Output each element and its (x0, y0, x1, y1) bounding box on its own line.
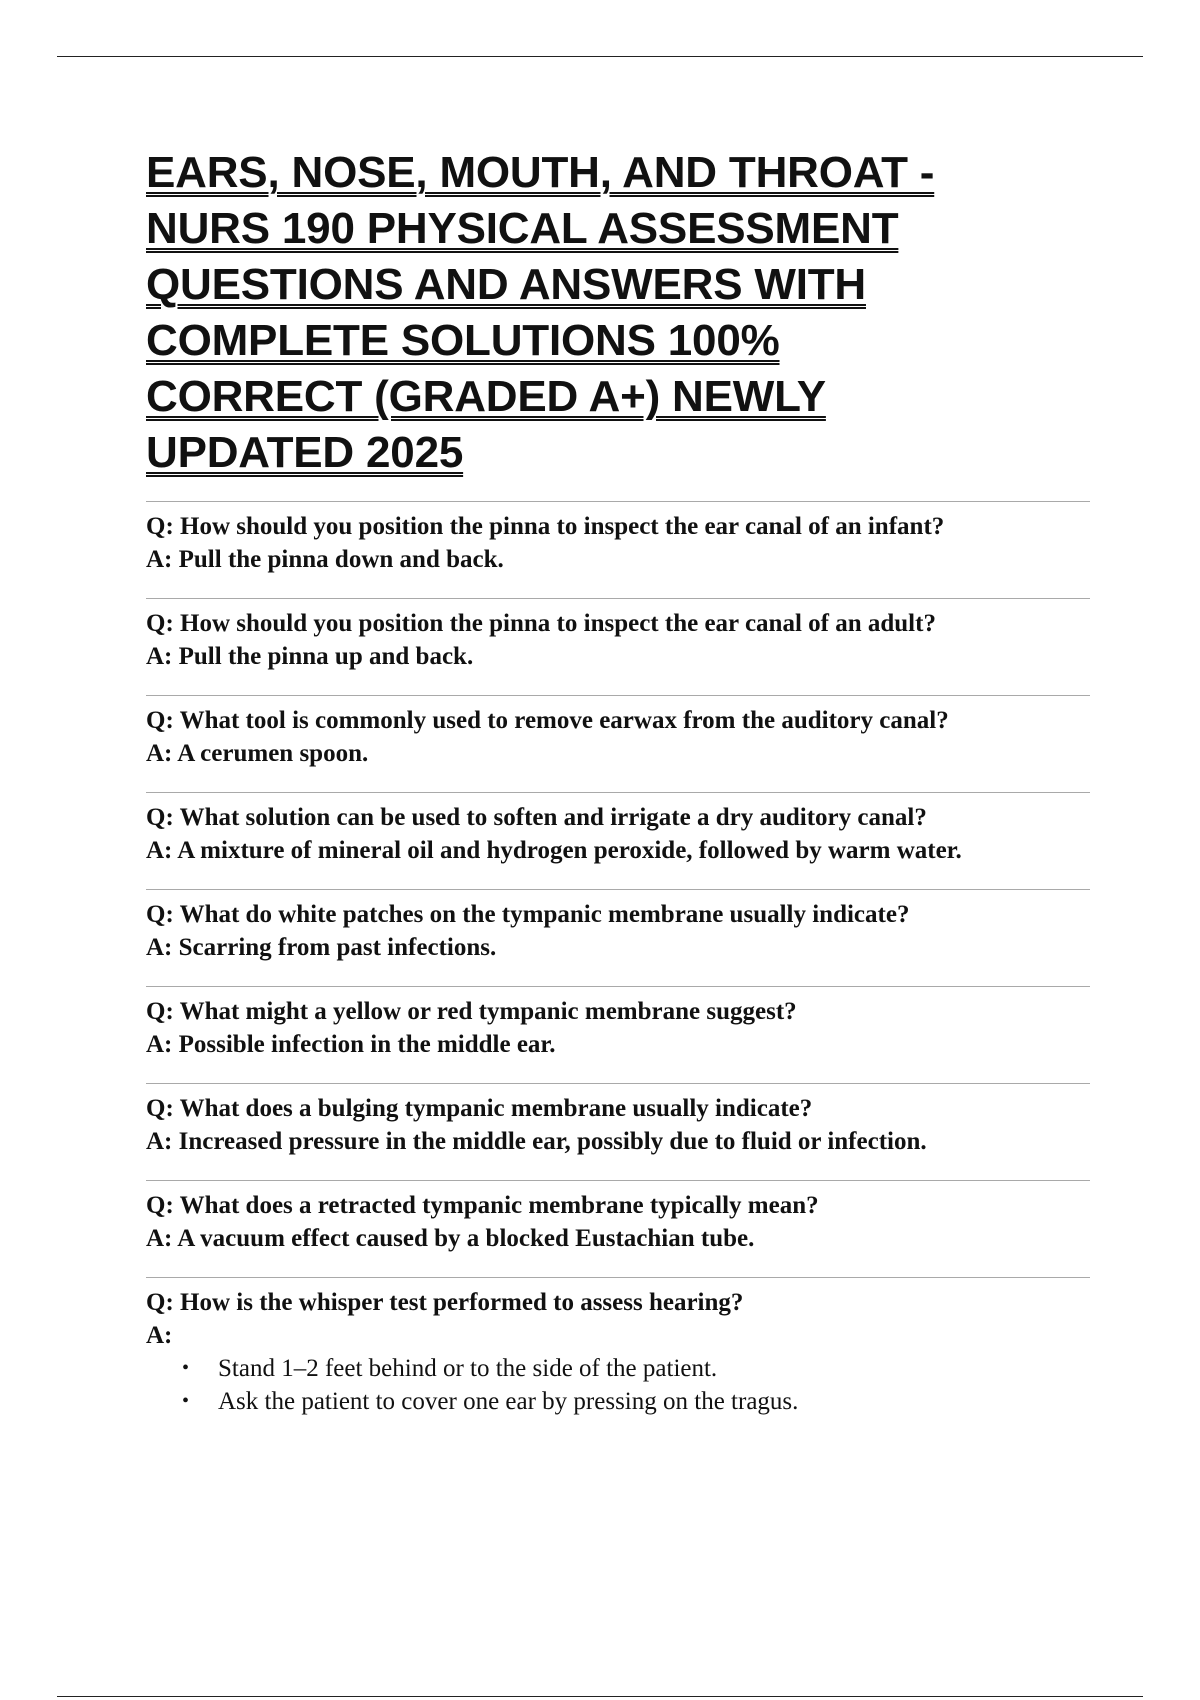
answer-text: A: A mixture of mineral oil and hydrogen peroxide, followed by warm water. (146, 837, 962, 864)
answer-text: A: Pull the pinna up and back. (146, 643, 474, 670)
answer-text: A: Increased pressure in the middle ear, possibly due to fluid or infection. (146, 1128, 927, 1155)
question-text: Q: How should you position the pinna to inspect the ear canal of an adult? (146, 610, 936, 637)
question-text: Q: What solution can be used to soften and irrigate a dry auditory canal? (146, 804, 927, 831)
answer-text: A: (146, 1322, 173, 1349)
qa-item (146, 1277, 1090, 1418)
qa-item (146, 792, 1090, 880)
page-top-rule (57, 56, 1143, 57)
qa-item (146, 1083, 1090, 1171)
title-line: QUESTIONS AND ANSWERS WITH (146, 260, 866, 309)
page-bottom-rule (57, 1696, 1143, 1697)
bullet-icon: • (182, 1357, 190, 1379)
answer-bullet-item (182, 1385, 1090, 1418)
answer-text: A: A vacuum effect caused by a blocked Eustachian tube. (146, 1225, 755, 1252)
answer-text: A: Pull the pinna down and back. (146, 546, 504, 573)
qa-item (146, 598, 1090, 686)
bullet-icon: • (182, 1390, 190, 1412)
question-text: Q: What do white patches on the tympanic membrane usually indicate? (146, 901, 910, 928)
document-title (146, 145, 1090, 481)
document-body (146, 145, 1090, 1418)
qa-item (146, 889, 1090, 977)
answer-text: A: A cerumen spoon. (146, 740, 369, 767)
qa-item (146, 695, 1090, 783)
qa-item (146, 986, 1090, 1074)
answer-bullet-item (182, 1352, 1090, 1385)
question-text: Q: What tool is commonly used to remove earwax from the auditory canal? (146, 707, 949, 734)
question-text: Q: How should you position the pinna to inspect the ear canal of an infant? (146, 513, 945, 540)
answer-bullet-list (146, 1352, 1090, 1418)
title-line: EARS, NOSE, MOUTH, AND THROAT - (146, 148, 935, 197)
qa-item (146, 501, 1090, 589)
title-line: UPDATED 2025 (146, 428, 464, 477)
question-text: Q: What does a bulging tympanic membrane usually indicate? (146, 1095, 813, 1122)
title-line: CORRECT (GRADED A+) NEWLY (146, 372, 826, 421)
question-text: Q: How is the whisper test performed to assess hearing? (146, 1289, 744, 1316)
question-text: Q: What does a retracted tympanic membrane typically mean? (146, 1192, 819, 1219)
bullet-text: Ask the patient to cover one ear by pressing on the tragus. (218, 1388, 799, 1415)
answer-text: A: Possible infection in the middle ear. (146, 1031, 556, 1058)
answer-text: A: Scarring from past infections. (146, 934, 497, 961)
qa-item (146, 1180, 1090, 1268)
question-text: Q: What might a yellow or red tympanic membrane suggest? (146, 998, 797, 1025)
title-line: NURS 190 PHYSICAL ASSESSMENT (146, 204, 899, 253)
title-line: COMPLETE SOLUTIONS 100% (146, 316, 780, 365)
bullet-text: Stand 1–2 feet behind or to the side of the patient. (218, 1355, 718, 1382)
